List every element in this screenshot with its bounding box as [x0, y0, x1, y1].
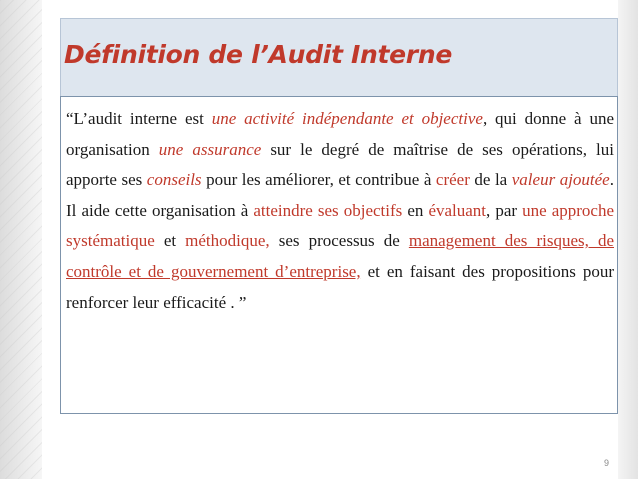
quote-segment: et — [154, 231, 186, 251]
quote-emphasis: une approche systématique — [66, 200, 615, 251]
quote-emphasis: conseils — [146, 170, 202, 190]
quote-emphasis: une assurance — [158, 139, 262, 159]
quote-emphasis: management des risques, de contrôle et de gouvernement d’entreprise, — [66, 231, 614, 281]
quote-emphasis: créer — [435, 170, 470, 190]
slide-number: 9 — [604, 458, 610, 468]
definition-quote — [66, 104, 614, 318]
quote-segment: et en faisant des propositions pour renforcer leur efficacité . ” — [66, 261, 614, 312]
quote-segment: en — [402, 200, 429, 220]
quote-segment: ses processus de — [269, 231, 409, 251]
quote-segment: sur le degré de maîtrise de ses opérations, lui apporte ses — [66, 139, 614, 190]
quote-segment: . Il aide cette organisation à — [66, 170, 614, 220]
quote-emphasis: évaluant — [428, 200, 487, 220]
quote-segment: de la — [469, 170, 512, 190]
quote-segment: , qui donne à une organisation — [66, 109, 615, 159]
left-decorative-pattern — [0, 0, 42, 479]
quote-segment: “L’audit interne est — [66, 109, 212, 128]
right-decorative-bar — [618, 0, 638, 479]
slide-title: Définition de l’Audit Interne — [64, 40, 452, 69]
quote-emphasis: atteindre ses objectifs — [253, 200, 403, 220]
quote-emphasis: méthodique, — [185, 231, 270, 251]
quote-segment: pour les améliorer, et contribue à — [201, 170, 436, 190]
quote-emphasis: valeur ajoutée — [511, 170, 610, 190]
quote-segment: , par — [486, 200, 523, 220]
quote-emphasis: une activité indépendante et objective — [211, 109, 483, 128]
